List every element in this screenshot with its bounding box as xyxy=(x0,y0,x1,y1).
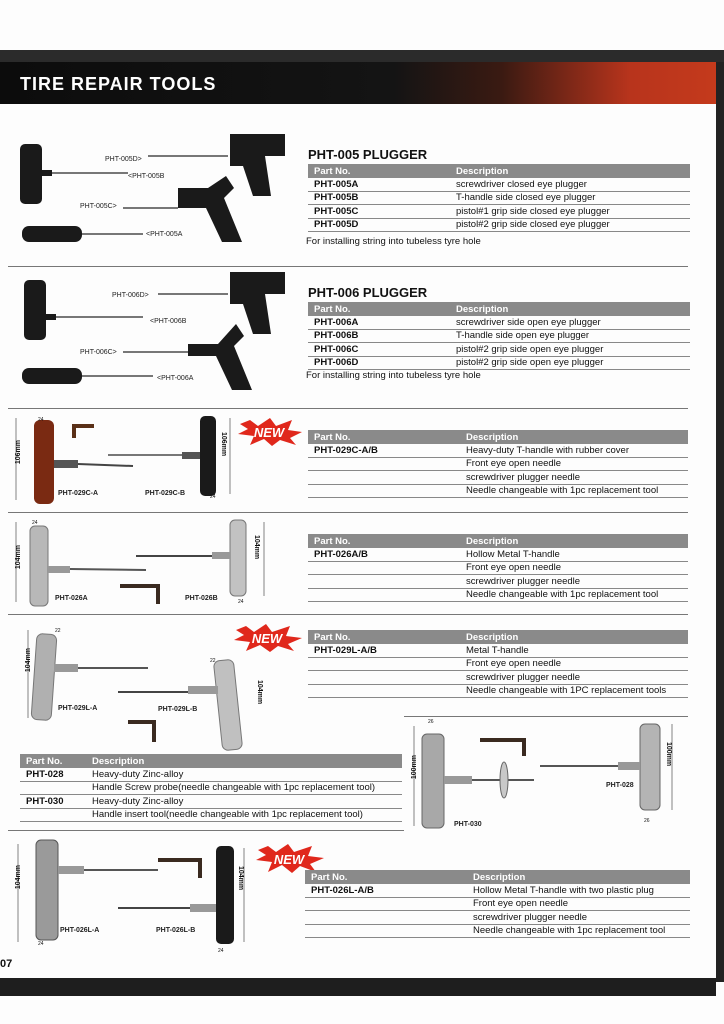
part-no: PHT-026L-A/B xyxy=(305,884,467,897)
divider xyxy=(404,716,688,717)
description: screwdriver plugger needle xyxy=(460,671,688,685)
pht030-height-dim: 100mm xyxy=(411,755,418,780)
pht029c-table xyxy=(308,430,688,498)
table-row xyxy=(20,768,402,781)
part-no: PHT-029L-A/B xyxy=(308,644,460,657)
col-part-no: Part No. xyxy=(308,430,460,444)
col-part-no: Part No. xyxy=(308,630,460,644)
table-row xyxy=(308,343,690,357)
table-header-row xyxy=(308,430,688,444)
label-pht006d: PHT-006D> xyxy=(112,292,149,299)
pht029l-width-dim-b: 22 xyxy=(210,658,216,664)
pht006-title: PHT-006 PLUGGER xyxy=(308,285,428,300)
page-number: 07 xyxy=(0,958,13,970)
col-part-no: Part No. xyxy=(308,302,450,316)
page-header xyxy=(0,62,716,104)
label-pht026a: PHT-026A xyxy=(55,595,88,602)
page-edge xyxy=(716,62,724,982)
table-header-row xyxy=(308,302,690,316)
pht028-030-tools-image xyxy=(404,718,694,834)
table-row xyxy=(308,178,690,191)
label-pht029c-a: PHT-029C-A xyxy=(58,490,99,497)
table-row xyxy=(308,671,688,685)
table-row xyxy=(308,316,690,329)
table-row xyxy=(305,884,690,897)
table-row xyxy=(305,924,690,938)
col-description: Description xyxy=(86,754,402,768)
part-no: PHT-029C-A/B xyxy=(308,444,460,457)
pht029c-width-dim-b: 24 xyxy=(210,494,216,500)
table-row xyxy=(308,218,690,232)
label-pht005a: <PHT-005A xyxy=(146,231,183,238)
part-no: PHT-005D xyxy=(308,218,450,232)
pht030-width-dim: 26 xyxy=(428,719,434,725)
table-header-row xyxy=(308,630,688,644)
description: Front eye open needle xyxy=(460,561,688,575)
table-row xyxy=(308,588,688,602)
divider xyxy=(8,266,688,267)
label-pht029l-a: PHT-029L-A xyxy=(58,705,98,712)
divider xyxy=(8,512,688,513)
table-row xyxy=(305,897,690,911)
col-description: Description xyxy=(460,534,688,548)
table-row xyxy=(308,657,688,671)
table-row xyxy=(308,471,688,485)
pht029c-height-dim-a: 106mm xyxy=(15,440,22,465)
pht005-title: PHT-005 PLUGGER xyxy=(308,147,428,162)
pht029l-height-dim-b: 104mm xyxy=(256,680,263,705)
table-row xyxy=(308,575,688,589)
divider xyxy=(8,614,688,615)
pht029l-table xyxy=(308,630,688,698)
description: Needle changeable with 1pc replacement tool xyxy=(460,484,688,498)
description: Metal T-handle xyxy=(460,644,688,657)
divider xyxy=(8,830,404,831)
description: Front eye open needle xyxy=(460,457,688,471)
part-no: PHT-006B xyxy=(308,329,450,343)
table-row xyxy=(308,205,690,219)
new-badge xyxy=(236,418,304,446)
col-part-no: Part No. xyxy=(308,164,450,178)
pht029l-height-dim-a: 104mm xyxy=(25,648,32,673)
description: screwdriver plugger needle xyxy=(467,911,690,925)
description: Needle changeable with 1PC replacement tools xyxy=(460,684,688,698)
description: Handle Screw probe(needle changeable with 1pc replacement tool) xyxy=(86,781,402,795)
table-row xyxy=(308,684,688,698)
col-description: Description xyxy=(460,630,688,644)
pht026-table xyxy=(308,534,688,602)
part-no: PHT-005A xyxy=(308,178,450,191)
table-row xyxy=(20,795,402,809)
pht029l-width-dim-a: 22 xyxy=(55,628,61,634)
description: Heavy-duty T-handle with rubber cover xyxy=(460,444,688,457)
table-row xyxy=(305,911,690,925)
table-row xyxy=(20,808,402,822)
col-description: Description xyxy=(467,870,690,884)
description: Front eye open needle xyxy=(460,657,688,671)
pht026-height-dim-a: 104mm xyxy=(15,545,22,570)
col-part-no: Part No. xyxy=(20,754,86,768)
description: T-handle side open eye plugger xyxy=(450,329,690,343)
description: Needle changeable with 1pc replacement tool xyxy=(467,924,690,938)
description: Hollow Metal T-handle with two plastic plug xyxy=(467,884,690,897)
part-no: PHT-006D xyxy=(308,356,450,370)
col-description: Description xyxy=(460,430,688,444)
part-no: PHT-005C xyxy=(308,205,450,219)
table-row xyxy=(308,561,688,575)
label-pht026b: PHT-026B xyxy=(185,595,218,602)
label-pht026l-a: PHT-026L-A xyxy=(60,927,100,934)
pht026-width-dim-a: 24 xyxy=(32,520,38,526)
table-header-row xyxy=(308,164,690,178)
label-pht028: PHT-028 xyxy=(606,782,634,789)
pht026-width-dim-b: 24 xyxy=(238,599,244,605)
pht026-height-dim-b: 104mm xyxy=(253,535,260,560)
new-badge-label: NEW xyxy=(253,425,285,440)
table-row xyxy=(308,444,688,457)
table-row xyxy=(20,781,402,795)
description: pistol#2 grip side open eye plugger xyxy=(450,343,690,357)
part-no: PHT-028 xyxy=(20,768,86,781)
description: Front eye open needle xyxy=(467,897,690,911)
pht029c-height-dim-b: 106mm xyxy=(220,432,227,457)
pht029c-width-dim-a: 24 xyxy=(38,417,44,423)
table-header-row xyxy=(308,534,688,548)
description: screwdriver plugger needle xyxy=(460,471,688,485)
top-border xyxy=(0,50,724,62)
pht028-width-dim: 26 xyxy=(644,818,650,824)
part-no: PHT-006C xyxy=(308,343,450,357)
col-part-no: Part No. xyxy=(305,870,467,884)
table-row xyxy=(308,191,690,205)
bottom-border xyxy=(0,978,716,996)
description: screwdriver side open eye plugger xyxy=(450,316,690,329)
pht005-note: For installing string into tubeless tyre hole xyxy=(306,236,481,247)
label-pht026l-b: PHT-026L-B xyxy=(156,927,196,934)
description: pistol#1 grip side closed eye plugger xyxy=(450,205,690,219)
pht026l-width-dim-b: 24 xyxy=(218,948,224,954)
label-pht029c-b: PHT-029C-B xyxy=(145,490,186,497)
label-pht005c: PHT-005C> xyxy=(80,203,117,210)
col-description: Description xyxy=(450,302,690,316)
table-row xyxy=(308,356,690,370)
description: Heavy-duty Zinc-alloy xyxy=(86,795,402,809)
part-no xyxy=(20,781,86,795)
pht006-table xyxy=(308,302,690,370)
new-badge-label: NEW xyxy=(251,631,283,646)
part-no: PHT-030 xyxy=(20,795,86,809)
label-pht006c: PHT-006C> xyxy=(80,349,117,356)
table-header-row xyxy=(20,754,402,768)
pht026l-table xyxy=(305,870,690,938)
label-pht005b: <PHT-005B xyxy=(128,173,165,180)
description: screwdriver plugger needle xyxy=(460,575,688,589)
table-row xyxy=(308,548,688,561)
pht028-height-dim: 100mm xyxy=(665,742,672,767)
description: Handle insert tool(needle changeable with 1pc replacement tool) xyxy=(86,808,402,822)
table-row xyxy=(308,329,690,343)
label-pht029l-b: PHT-029L-B xyxy=(158,706,198,713)
pht005-table xyxy=(308,164,690,232)
col-description: Description xyxy=(450,164,690,178)
label-pht030: PHT-030 xyxy=(454,821,482,828)
description: Needle changeable with 1pc replacement tool xyxy=(460,588,688,602)
part-no: PHT-026A/B xyxy=(308,548,460,561)
new-badge xyxy=(232,624,304,652)
description: Hollow Metal T-handle xyxy=(460,548,688,561)
col-part-no: Part No. xyxy=(308,534,460,548)
pht026l-height-dim-b: 104mm xyxy=(237,866,244,891)
page-title: TIRE REPAIR TOOLS xyxy=(20,74,217,94)
label-pht006a: <PHT-006A xyxy=(157,375,194,382)
table-row xyxy=(308,484,688,498)
divider xyxy=(8,408,688,409)
part-no xyxy=(20,808,86,822)
pht028-030-table xyxy=(20,754,402,822)
description: pistol#2 grip side open eye plugger xyxy=(450,356,690,370)
new-badge-label: NEW xyxy=(273,852,305,867)
description: screwdriver closed eye plugger xyxy=(450,178,690,191)
description: pistol#2 grip side closed eye plugger xyxy=(450,218,690,232)
description: T-handle side closed eye plugger xyxy=(450,191,690,205)
table-header-row xyxy=(305,870,690,884)
pht026l-height-dim-a: 104mm xyxy=(15,865,22,890)
label-pht005d: PHT-005D> xyxy=(105,156,142,163)
description: Heavy-duty Zinc-alloy xyxy=(86,768,402,781)
label-pht006b: <PHT-006B xyxy=(150,318,187,325)
table-row xyxy=(308,457,688,471)
table-row xyxy=(308,644,688,657)
pht026-tools-image xyxy=(8,516,308,610)
pht026l-width-dim-a: 24 xyxy=(38,941,44,947)
part-no: PHT-005B xyxy=(308,191,450,205)
pht006-note: For installing string into tubeless tyre hole xyxy=(306,370,481,381)
part-no: PHT-006A xyxy=(308,316,450,329)
